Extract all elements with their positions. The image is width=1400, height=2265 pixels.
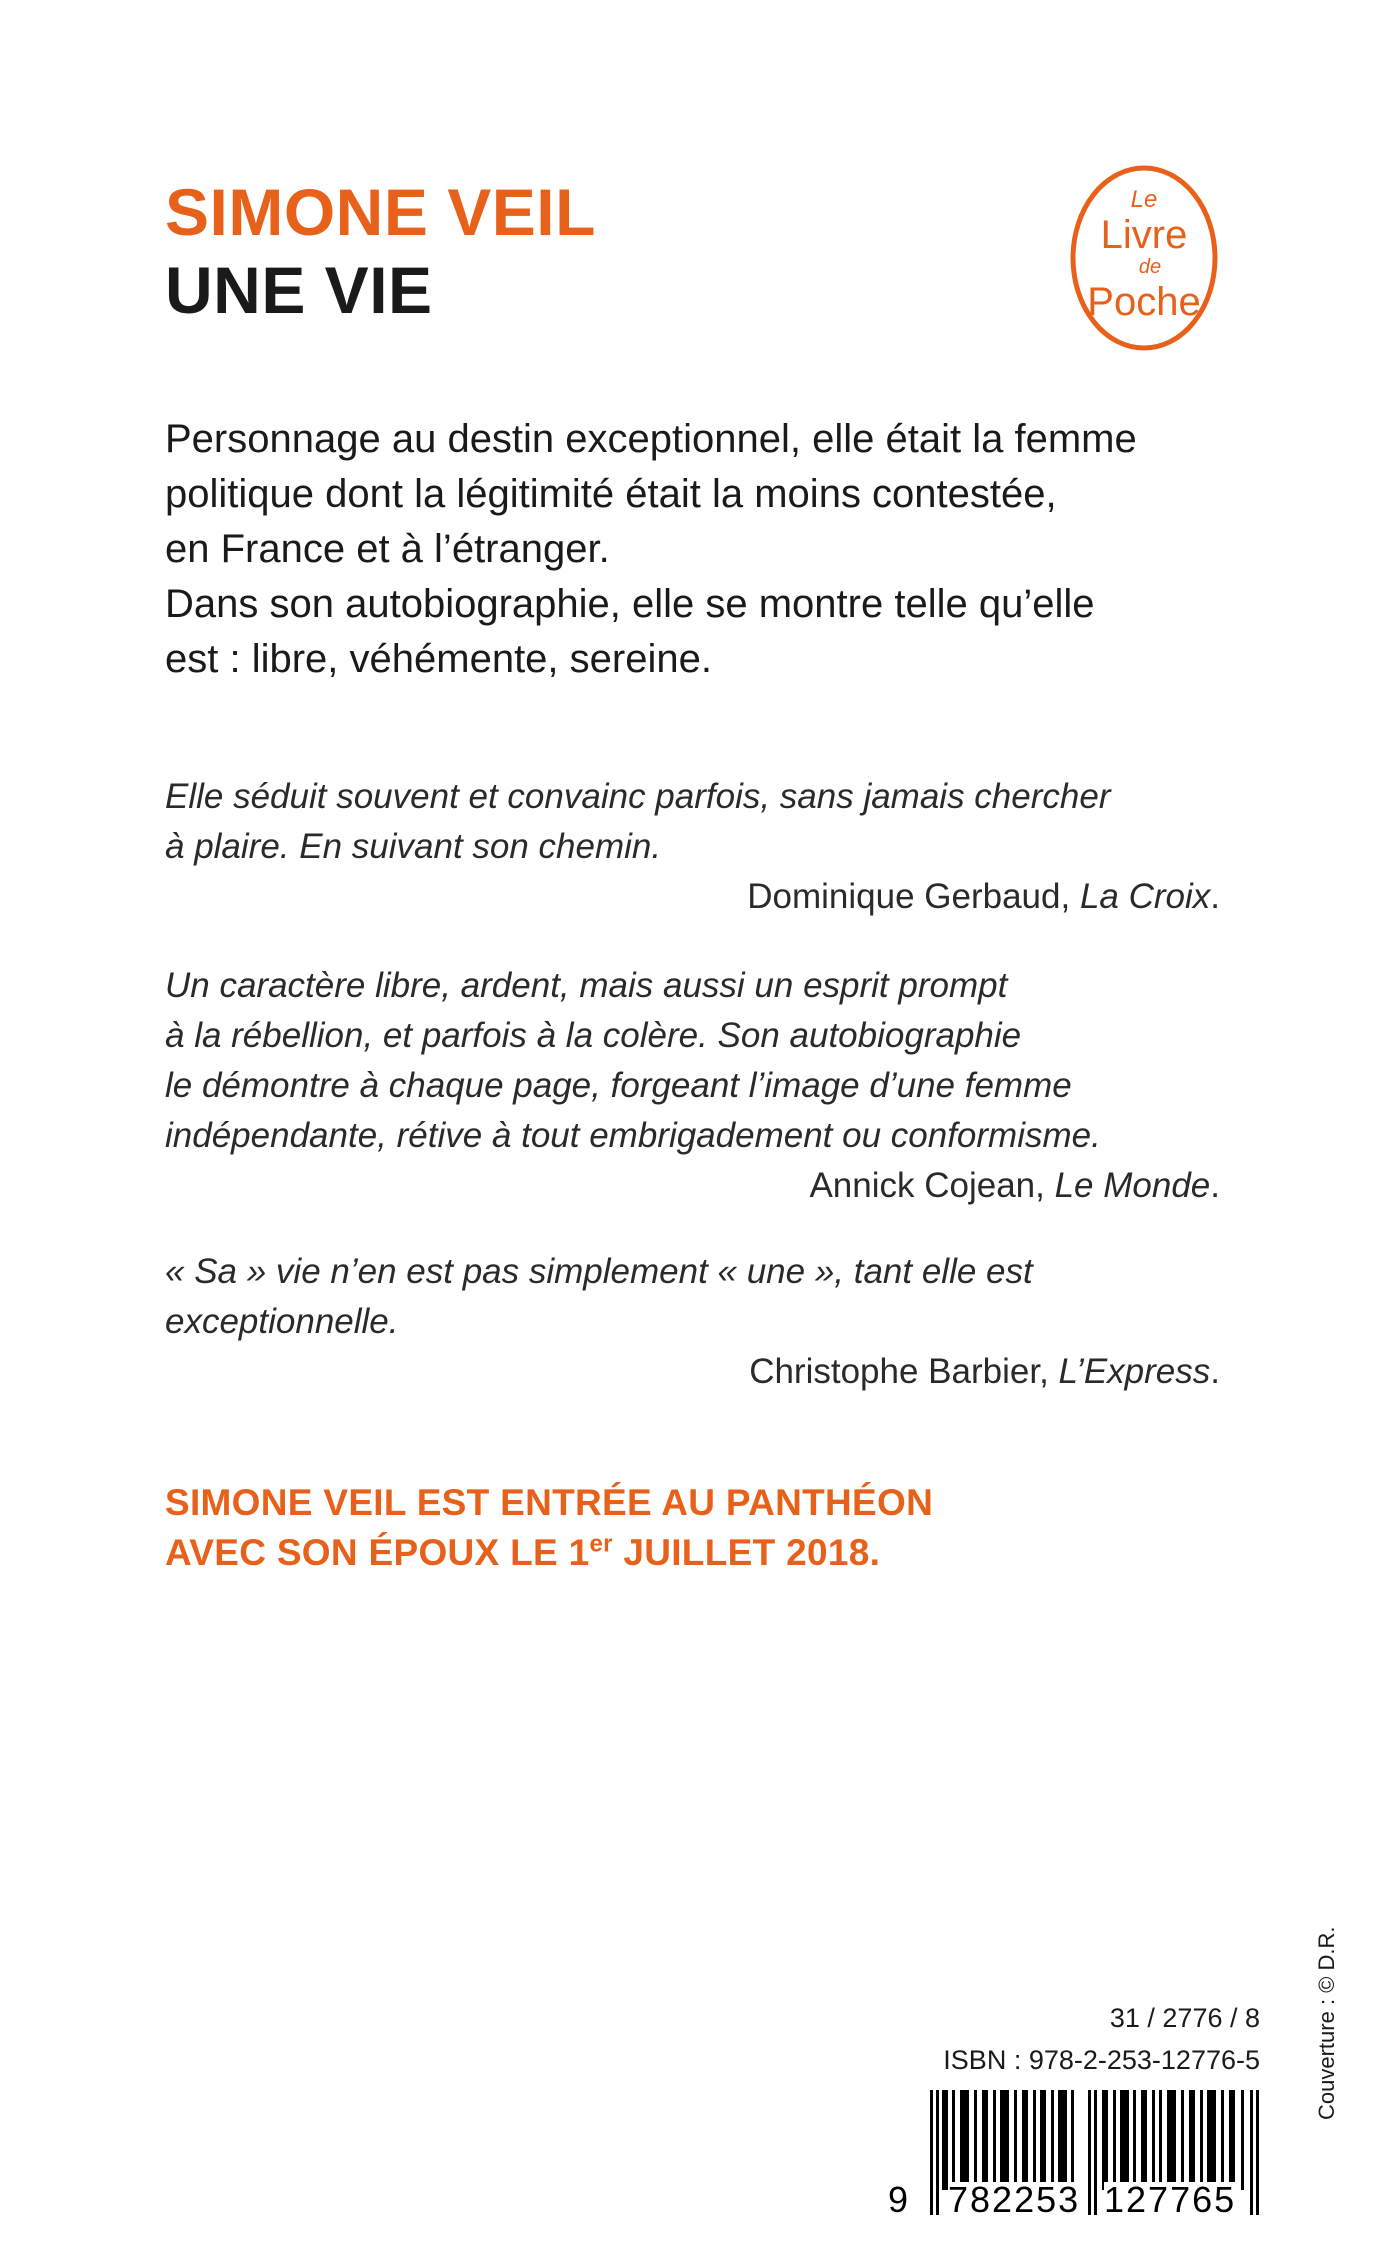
isbn-number: ISBN : 978-2-253-12776-5 (943, 2045, 1260, 2075)
summary-line: politique dont la légitimité était la moins contestée, (165, 472, 1057, 516)
barcode-bar (1133, 2090, 1136, 2190)
barcode-bar (1207, 2090, 1216, 2190)
cover-credit: Couverture : © D.R. (1314, 1926, 1339, 2120)
barcode-bar (1094, 2090, 1097, 2215)
reference-number: 31 / 2776 / 8 (1109, 2003, 1260, 2033)
summary-line: Dans son autobiographie, elle se montre telle qu’elle (165, 582, 1095, 626)
book-summary (165, 412, 1235, 687)
barcode-bar (982, 2090, 988, 2190)
press-quote-le-monde (165, 961, 1220, 1211)
barcode-bar (1256, 2090, 1259, 2215)
quote-source-end: . (1210, 1352, 1220, 1391)
barcode-bar (1088, 2090, 1091, 2215)
pantheon-notice (165, 1478, 933, 1578)
quote-source-end: . (1210, 877, 1220, 916)
quote-line: à la rébellion, et parfois à la colère. Son autobiographie (165, 1016, 1022, 1055)
author-name: SIMONE VEIL (165, 175, 596, 249)
logo-text-livre: Livre (1100, 213, 1188, 257)
barcode-bar (1141, 2090, 1147, 2190)
barcode-bar (993, 2090, 996, 2190)
barcode-bar (1167, 2090, 1176, 2190)
barcode-bar (1022, 2090, 1028, 2190)
barcode-bar (1000, 2090, 1009, 2190)
quote-line: Un caractère libre, ardent, mais aussi un esprit prompt (165, 966, 1008, 1005)
barcode-bar (952, 2090, 955, 2190)
pantheon-line-2 (165, 1528, 933, 1578)
barcode-bar (1033, 2090, 1036, 2190)
quote-source-end: . (1210, 1166, 1220, 1205)
le-livre-de-poche-logo (1068, 163, 1220, 353)
logo-text-de: de (1138, 256, 1162, 278)
quote-publication: Le Monde (1054, 1166, 1211, 1205)
logo-text-le: Le (1130, 186, 1158, 213)
barcode-bar (930, 2090, 933, 2215)
pantheon-line-2-text: AVEC SON ÉPOUX LE 1 (165, 1532, 590, 1573)
barcode-bar (1120, 2090, 1129, 2190)
barcode-bar (1159, 2090, 1162, 2190)
summary-line: en France et à l’étranger. (165, 527, 610, 571)
summary-line: Personnage au destin exceptionnel, elle était la femme (165, 417, 1137, 461)
barcode-bar (1250, 2090, 1253, 2215)
pantheon-line-2-date: JUILLET 2018. (612, 1532, 881, 1573)
isbn-barcode (888, 2090, 1260, 2220)
quote-source (165, 1347, 1220, 1397)
press-quote-lexpress (165, 1247, 1220, 1397)
barcode-bar (1058, 2090, 1067, 2190)
quote-line: « Sa » vie n’en est pas simplement « une », tant elle est (165, 1252, 1033, 1291)
barcode-bar (1102, 2090, 1108, 2190)
barcode-bar (1189, 2090, 1195, 2190)
quote-source (165, 872, 1220, 922)
publisher-codes (943, 1997, 1260, 2081)
quote-author: Christophe Barbier, (749, 1352, 1059, 1391)
logo-text-poche: Poche (1087, 280, 1201, 324)
quote-source (165, 1161, 1220, 1211)
quote-publication: La Croix (1079, 877, 1211, 916)
summary-line: est : libre, véhémente, sereine. (165, 637, 712, 681)
barcode-bar (1071, 2090, 1074, 2190)
barcode-bar (1221, 2090, 1224, 2190)
barcode-first-digit: 9 (888, 2179, 909, 2220)
barcode-bar (1200, 2090, 1203, 2190)
quote-line: exceptionnelle. (165, 1302, 399, 1341)
ordinal-superscript: er (589, 1530, 613, 1558)
quote-line: indépendante, rétive à tout embrigadement ou conformisme. (165, 1116, 1101, 1155)
barcode-bar (1014, 2090, 1017, 2190)
barcode-bar (936, 2090, 939, 2215)
barcode-digits-right: 127765 (1104, 2179, 1237, 2220)
barcode-bar (1040, 2090, 1046, 2190)
quote-publication: L’Express (1058, 1352, 1211, 1391)
quote-author: Dominique Gerbaud, (747, 877, 1080, 916)
barcode-bar (1113, 2090, 1116, 2190)
book-title: UNE VIE (165, 253, 433, 327)
barcode-bar (1152, 2090, 1155, 2190)
quote-line: Elle séduit souvent et convainc parfois, sans jamais chercher (165, 777, 1111, 816)
pantheon-line-1: SIMONE VEIL EST ENTRÉE AU PANTHÉON (165, 1482, 934, 1523)
barcode-bar (1241, 2090, 1244, 2190)
quote-line: le démontre à chaque page, forgeant l’image d’une femme (165, 1066, 1072, 1105)
press-quote-la-croix (165, 772, 1220, 922)
barcode-digits-left: 782253 (948, 2179, 1081, 2220)
barcode-bar (942, 2090, 948, 2190)
barcode-bar (974, 2090, 977, 2190)
barcode-bar (1181, 2090, 1184, 2190)
quote-author: Annick Cojean, (809, 1166, 1055, 1205)
barcode-bar (1051, 2090, 1054, 2190)
quote-line: à plaire. En suivant son chemin. (165, 827, 662, 866)
barcode-bar (960, 2090, 969, 2190)
barcode-bar (1229, 2090, 1235, 2190)
